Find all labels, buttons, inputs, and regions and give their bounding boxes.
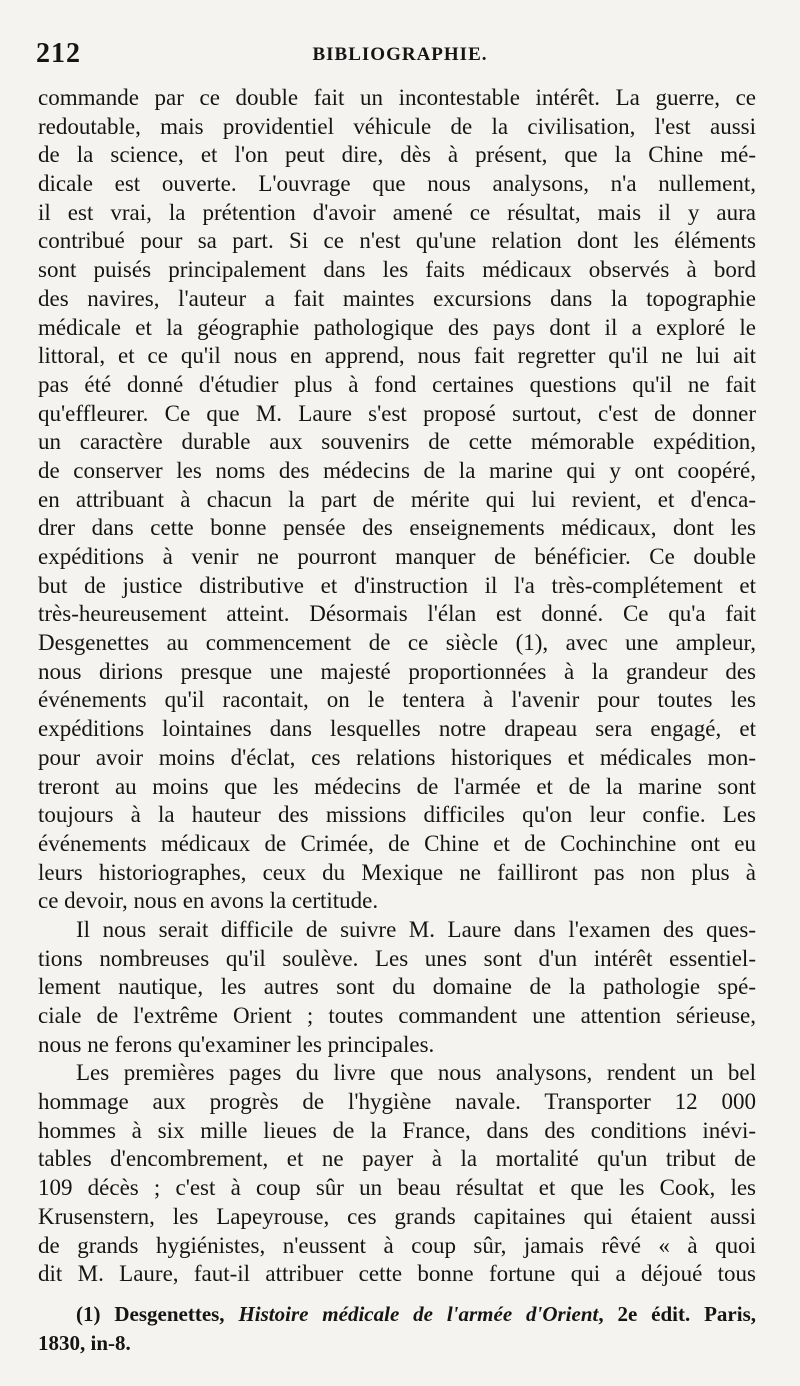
text-line: commande par ce double fait un incontestable intérêt. La guerre, ce	[38, 85, 756, 110]
text-line: tions nombreuses qu'il soulève. Les unes sont d'un intérêt essentiel-	[38, 945, 756, 971]
text-line: en attribuant à chacun la part de mérite qui lui revient, et d'enca-	[38, 486, 756, 512]
text-line: sont puisés principalement dans les faits médicaux observés à bord	[38, 257, 756, 283]
text-line: but de justice distributive et d'instruction il l'a très-complétement et	[38, 572, 756, 598]
page-body	[38, 84, 756, 1289]
text-line: Desgenettes au commencement de ce siècle (1), avec une ampleur,	[38, 630, 756, 656]
text-line: Les premières pages du livre que nous analysons, rendent un bel	[76, 1060, 756, 1086]
text-line: expéditions à venir ne pourront manquer de bénéficier. Ce double	[38, 544, 756, 569]
paragraph	[38, 84, 756, 916]
text-line: nous dirions presque une majesté proportionnées à la grandeur des	[38, 658, 756, 684]
text-line: Il nous serait difficile de suivre M. Laure dans l'examen des ques-	[76, 916, 756, 942]
footnote-edition: , 2e édit. Paris,	[598, 1302, 756, 1326]
text-line: hommes à six mille lieues de la France, dans des conditions inévi-	[38, 1117, 756, 1143]
text-line: pas été donné d'étudier plus à fond certaines questions qu'il ne fait	[38, 371, 756, 397]
text-line: lement nautique, les autres sont du domaine de la pathologie spé-	[38, 974, 756, 1000]
text-line: un caractère durable aux souvenirs de cette mémorable expédition,	[38, 429, 756, 455]
text-line: médicale et la géographie pathologique des pays dont il a exploré le	[38, 314, 756, 340]
running-head: BIBLIOGRAPHIE.	[312, 44, 488, 65]
text-line: leurs historiographes, ceux du Mexique ne failliront pas non plus à	[38, 859, 756, 885]
text-line: événements qu'il racontait, on le tentera à l'avenir pour toutes les	[38, 687, 756, 713]
page-header	[36, 38, 764, 78]
text-line: toujours à la hauteur des missions difficiles qu'on leur confie. Les	[38, 802, 756, 828]
footnote-line: 1830, in-8.	[38, 1331, 131, 1355]
text-line: pour avoir moins d'éclat, ces relations historiques et médicales mon-	[38, 744, 756, 770]
text-line: dicale est ouverte. L'ouvrage que nous analysons, n'a nullement,	[38, 171, 756, 197]
text-line: des navires, l'auteur a fait maintes excursions dans la topographie	[38, 285, 756, 311]
text-line: tables d'encombrement, et ne payer à la mortalité qu'un tribut de	[38, 1146, 756, 1172]
text-line: redoutable, mais providentiel véhicule de la civilisation, l'est aussi	[38, 113, 756, 139]
footnote-line	[38, 1300, 756, 1329]
text-line: nous ne ferons qu'examiner les principales.	[38, 1031, 435, 1057]
text-line: Krusenstern, les Lapeyrouse, ces grands capitaines qui étaient aussi	[38, 1203, 756, 1229]
text-line: événements médicaux de Crimée, de Chine et de Cochinchine ont eu	[38, 830, 756, 856]
footnote-marker: (1) Desgenettes,	[76, 1302, 239, 1326]
text-line: qu'effleurer. Ce que M. Laure s'est proposé surtout, c'est de donner	[38, 400, 756, 426]
text-line: treront au moins que les médecins de l'armée et de la marine sont	[38, 773, 756, 799]
text-line: ce devoir, nous en avons la certitude.	[38, 888, 379, 914]
text-line: 109 décès ; c'est à coup sûr un beau résultat et que les Cook, les	[38, 1175, 756, 1201]
text-line: très-heureusement atteint. Désormais l'élan est donné. Ce qu'a fait	[38, 601, 756, 627]
text-line: expéditions lointaines dans lesquelles notre drapeau sera engagé, et	[38, 716, 756, 742]
text-line: dit M. Laure, faut-il attribuer cette bonne fortune qui a déjoué tous	[38, 1261, 756, 1287]
text-line: contribué pour sa part. Si ce n'est qu'une relation dont les éléments	[38, 228, 756, 254]
paragraph	[38, 916, 756, 1059]
text-line: de grands hygiénistes, n'eussent à coup sûr, jamais rêvé « à quoi	[38, 1232, 756, 1258]
text-line: littoral, et ce qu'il nous en apprend, nous fait regretter qu'il ne lui ait	[38, 343, 756, 369]
page-number: 212	[36, 38, 81, 69]
text-line: il est vrai, la prétention d'avoir amené ce résultat, mais il y aura	[38, 199, 756, 225]
paragraph	[38, 1059, 756, 1289]
text-line: ciale de l'extrême Orient ; toutes commandent une attention sérieuse,	[38, 1003, 756, 1028]
footnote-title: Histoire médicale de l'armée d'Orient	[238, 1302, 599, 1326]
footnote	[38, 1300, 756, 1358]
text-line: de la science, et l'on peut dire, dès à présent, que la Chine mé-	[38, 142, 756, 168]
text-line: hommage aux progrès de l'hygiène navale. Transporter 12 000	[38, 1089, 756, 1115]
text-line: de conserver les noms des médecins de la marine qui y ont coopéré,	[38, 457, 756, 483]
text-line: drer dans cette bonne pensée des enseignements médicaux, dont les	[38, 515, 756, 541]
